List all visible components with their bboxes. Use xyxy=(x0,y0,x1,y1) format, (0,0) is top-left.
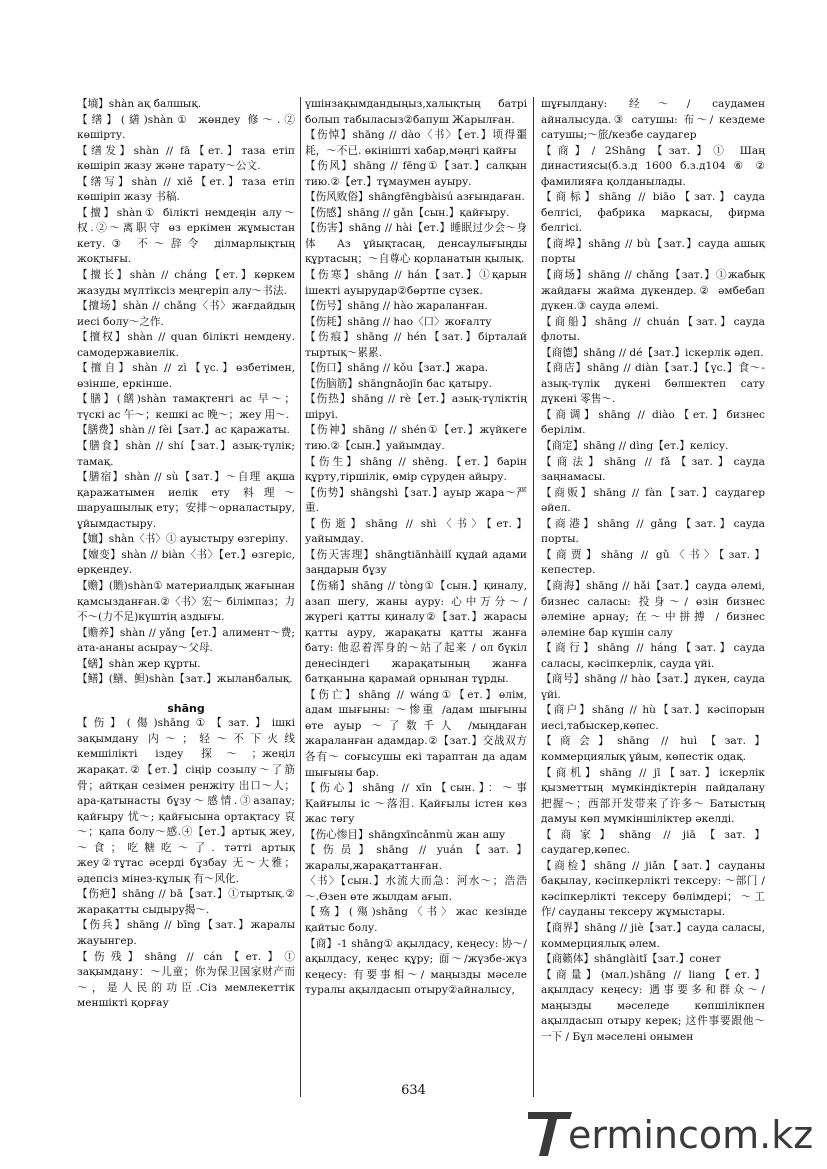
dictionary-entry: үшінзақымдандыңыз,халықтың батрі болып табыласыз②бапуш Жарылған. xyxy=(305,98,527,126)
dictionary-entry: 【商港】shāng // gǎng【зат.】сауда порты. xyxy=(541,517,765,546)
dictionary-column-2 xyxy=(305,97,527,1097)
dictionary-entry: 【商】-1 shāng① ақылдасу, кеңесу: 协～/ақылдасу, кеңес құру; 面～/жүзбе-жүз кеңесу: 有要事相～/ маңызды мәселе туралы ақылдасып отыру②айналысу, xyxy=(305,937,527,997)
dictionary-entry: 【膳】(饍)shàn тамақтенгі ас 早～；түскі ас 午～；кешкі ас 晚～；жеу 用～. xyxy=(77,393,295,421)
dictionary-entry: 【商机】shāng // jī【зат.】іскерлік қызметтың мүмкіндіктерін пайдалану 把握～；西部开发带来了许多～ Батыстың дамуы көп мүмкіншіліктер әкелді. xyxy=(541,766,765,826)
dictionary-entry: 【伤天害理】shāngtiānhàilǐ құдай адами заңдарын бұзу xyxy=(305,548,527,577)
dictionary-entry: 【伤害】shāng // hài【ет.】睡眠过少会～身体 Аз ұйықтасаң, денсаулығыңды құртасың；～自尊心 қорланатын қылық. xyxy=(305,222,527,266)
dictionary-entry: 【伤悼】shāng // dào〈书〉【ет.】顷得噩耗，～不已. өкінішті хабар,мәңгі қайғы xyxy=(305,129,527,157)
dictionary-entry: 【膳费】shàn // fèi【зат.】ас қаражаты. xyxy=(77,424,290,437)
page-number: 634 xyxy=(401,1083,426,1098)
dictionary-entry: 【伤口】shāng // kǒu【зат.】жара. xyxy=(305,362,489,375)
dictionary-entry: 【缮】(繕)shàn① жөндеу 修～.② көшірту. xyxy=(77,113,295,142)
dictionary-entry: 【墒】shàn ақ балшық. xyxy=(77,98,202,110)
dictionary-entry: 【鳝】(鱔、䱇)shàn【зат.】жыланбалық. xyxy=(77,673,293,686)
dictionary-entry: 【伤逝】shāng // shì〈书〉【ет.】уайымдау. xyxy=(305,517,527,546)
dictionary-entry: 【膳宿】shàn // sù【зат.】～自理 ақша қаражатымен иелік ету 料理～ шаруашылық ету；安排～орналастыру, ұйымдастыру. xyxy=(77,471,295,530)
termincom-logo xyxy=(528,1108,818,1160)
dictionary-entry: 【商户】shāng // hù【зат.】кәсіпорын иесі,табыскер,көпес. xyxy=(541,704,765,732)
dictionary-entry: 【伤感】shāng // gǎn【сын.】қайғыру. xyxy=(305,206,510,219)
dictionary-entry: 【商行】shāng // háng【зат.】сауда саласы, кәсіпкерлік, сауда үйі. xyxy=(541,642,765,670)
dictionary-entry: 【商量】(мал.)shāng // liang【ет.】ақылдасу кеңесу: 遇事要多和群众～/ маңызды мәселеде көпшілікпен ақылдасып отыру керек; 这件事要跟他～一下 / Бұл мәселені онымен xyxy=(541,968,765,1043)
dictionary-entry: 【缮写】shàn // xiě【ет.】таза етіп көшіріп жазу 书稿. xyxy=(77,175,295,204)
dictionary-entry: 【商埠】shāng // bù【зат.】сауда ашық порты xyxy=(541,237,765,266)
dictionary-entry: 【商标】shāng // biāo【зат.】сауда белгісі, фабрика маркасы, фирма белгісі. xyxy=(541,191,765,235)
column-divider-1 xyxy=(300,97,301,1097)
dictionary-entry: 【伤生】shāng // shēng.【ет.】барін құрту,тіршілік, өмір сүруден айыру. xyxy=(305,455,527,484)
dictionary-entry: 【伤疤】shāng // bā【зат.】①тыртық.② жарақатты сыдыру揭～. xyxy=(77,888,295,916)
dictionary-entry: 【伤热】shāng // rè【ет.】азық-түліктің шіруі. xyxy=(305,393,527,421)
dictionary-entry: 【伤残】shāng // cán【ет.】① зақымдану：～儿童；你为保卫国家财产而～，是人民的功臣.Сіз мемлекеттік меншікті қорғау xyxy=(77,950,295,1010)
svg-text:ermincom.kz: ermincom.kz xyxy=(568,1113,814,1157)
dictionary-entry: 【商定】shāng // dìng【ет.】келісу. xyxy=(541,440,729,453)
dictionary-entry: 【伤痛】shāng // tòng①【сын.】қиналу, азап шегу, жаны ауру: 心中万分～/ жүрегі қатты қиналу②【зат.】жарасы қатты ауру, жарақаты қатты жанға бату: 他忍着浑身的～站了起来 / ол бүкіл денесіндегі жарақатының жанға батқанына қарамай орнынан тұрды. xyxy=(305,579,527,686)
dictionary-entry: 【赡】(贍)shàn① материалдық жағынан қамсызданған.②〈书〉宏～ білімпаз；力不～(力不足)күштің аздығы. xyxy=(77,579,295,624)
dictionary-entry: 【伤痕】shāng // hén【зат.】бірталай тыртық～累累. xyxy=(305,331,527,359)
dictionary-entry: 【擅长】shàn // cháng【ет.】көркем жазуды мүлтіксіз меңгеріп алу～书法. xyxy=(77,269,295,297)
dictionary-entry: 【伤心】shāng // xīn【сын.】：～事 Қайғылы іс ～落泪. Қайғылы істен көз жас төгу xyxy=(305,782,527,826)
dictionary-entry: 【擅权】shàn // quan білікті немдену. самодержавиелік. xyxy=(77,331,295,359)
dictionary-entry: 【商贩】shāng // fàn【зат.】саудагер әйел. xyxy=(541,486,765,515)
dictionary-entry: 【伤风败俗】shāngfēngbàisú азғындаған. xyxy=(305,191,525,204)
column-divider-2 xyxy=(533,97,534,1097)
dictionary-entry: 【缮发】shàn // fā【ет.】таза етіп көшіріп жазу және тарату～公文. xyxy=(77,144,295,173)
dictionary-entry: 【商法】shāng // fǎ【зат.】сауда заңнамасы. xyxy=(541,455,765,484)
dictionary-entry: 〈书〉【сын.】水流大而急：河水～；浩浩～.Өзен өте жылдам ағып. xyxy=(305,875,527,903)
dictionary-entry: 【殇】(殤)shāng〈书〉жас кезінде қайтыс болу. xyxy=(305,906,527,934)
dictionary-entry: 【伤势】shāngshì【зат.】ауыр жара～严重. xyxy=(305,486,527,515)
dictionary-entry: шұғылдану: 经～/ саудамен айналысуда.③ сатушы: 布～/ кездеме сатушы;～旅/кезбе саудагер xyxy=(541,98,765,142)
dictionary-entry: 【嬗】shàn〈书〉① ауыстыру өзгеріпу. xyxy=(77,533,289,546)
dictionary-entry: 【擅】shàn① білікті немдеңін алу～权.②～离职守 өз еркімен жұмыстан кету.③ 不～辞令 ділмарлықтың жоқтығы. xyxy=(77,206,295,266)
dictionary-entry: 【商贾】shāng // gǔ〈书〉【зат.】кепестер. xyxy=(541,548,765,577)
dictionary-entry: 【膳食】shàn // shí【зат.】азық-түлік; тамақ. xyxy=(77,440,295,468)
dictionary-entry: 【赡养】shàn // yǎng【ет.】алимент～费; ата-ананы асырау～父母. xyxy=(77,626,295,655)
dictionary-column-1 xyxy=(77,97,295,1097)
dictionary-entry: 【商界】shāng // jiè【зат.】сауда саласы, коммерциялық әлем. xyxy=(541,921,765,950)
dictionary-entry: 【伤兵】shāng // bīng【зат.】жаралы жауынгер. xyxy=(77,919,295,947)
dictionary-entry: 【商家】shāng // jiā【зат.】саудагер,көпес. xyxy=(541,828,765,857)
dictionary-entry: 【伤神】shāng // shén①【ет.】жүйкеге тию.②【сын.】уайымдау. xyxy=(305,424,527,453)
dictionary-entry: 【商会】shāng // huì【зат.】коммерциялық ұйым, көпестік одақ. xyxy=(541,735,765,763)
dictionary-entry: 【伤】(傷)shāng①【зат.】ішкі зақымдану 内～；轻～不下火线 кемшілікті іздеу 探～；жеңіл жарақат.②【ет.】сіңір созылу～了筋骨；айтқан сезімен ренжіту 出口～人；ара-қатынасты бұзу～感情.③азапау; қайғыру 忧～; қайғысына ортақтасу 哀～；қапа болу～感.④【ет.】артық жеу,～食；吃糖吃～了. тәтті артық жеу②тұтас әсерді бұзбау 无～大雅；әдепсіз мінез-құлық 有～风化. xyxy=(77,717,295,885)
dictionary-entry: 【伤耗】shāng // hao〈口〉жоғалту xyxy=(305,315,492,328)
dictionary-entry: 【擅场】shàn // chǎng〈书〉жағдайдың иесі болу～之作. xyxy=(77,300,295,328)
termincom-logo-mark xyxy=(528,1108,818,1160)
dictionary-entry: 【商调】shāng // diào【ет.】бизнес берілім. xyxy=(541,408,765,437)
dictionary-entry: 【伤亡】shāng // wáng①【ет.】өлім, адам шығыны: ～惨重 /адам шығыны өте ауыр ～了数千人 /мыңдаған жараланған адамдар.②【зат.】交战双方各有～ соғысушы екі тараптан да адам шығыны бар. xyxy=(305,688,527,779)
dictionary-entry: 【伤心惨目】shāngxīncǎnmù жан ашу xyxy=(305,828,506,841)
dictionary-entry: 【伤脑筋】shāngnǎojīn бас қатыру. xyxy=(305,377,492,390)
dictionary-entry: 【商船】shāng // chuán【зат.】сауда флоты. xyxy=(541,315,765,344)
dictionary-entry: 【伤寒】shāng // hán【зат.】①қарын ішекті ауырудар②бөртпе сүзек. xyxy=(305,269,527,297)
dictionary-entry: 【嬗变】shàn // biàn〈书〉【ет.】өзгеріс, өрқендеу. xyxy=(77,548,295,577)
dictionary-entry: 【商德】shāng // dé【зат.】іскерлік әдеп. xyxy=(541,346,764,359)
dictionary-entry: 【商检】shāng // jiǎn【зат.】сауданы бақылау, кәсіпкерлікті тексеру: ～部门 /кәсіпкерлікті тексеру бөлімдері；～工作/ сауданы тексеру жұмыстары. xyxy=(541,859,765,919)
dictionary-entry: 【伤号】shāng // hào жараланған. xyxy=(305,300,488,313)
dictionary-entry: 【商】/ 2Shāng【зат.】① Шаң династиясы(б.з.д 1600 б.з.д104 ⑥ ② фамилияға қолданылады. xyxy=(541,144,765,188)
dictionary-entry: 【伤风】shāng // fēng①【зат.】салқын тию.②【ет.】тұмаумен ауыру. xyxy=(305,160,527,188)
section-heading: shāng xyxy=(167,701,205,715)
dictionary-entry: 【蟮】shàn жер құрты. xyxy=(77,657,201,670)
dictionary-entry: 【商店】shāng // diàn【зат.】【үс.】食～-азық-түлік дүкені бөлшектеп сату дүкені 零售～. xyxy=(541,362,765,406)
dictionary-column-3 xyxy=(541,97,765,1097)
dictionary-entry: 【擅自】shàn // zì【үс.】өзбетімен, өзінше, еркінше. xyxy=(77,362,295,390)
dictionary-entry: 【伤员】shāng // yuán【зат.】жаралы,жарақаттанған. xyxy=(305,844,527,872)
dictionary-entry: 【商号】shāng // hào【зат.】дүкен, сауда үйі. xyxy=(541,673,765,701)
dictionary-entry: 【商场】shāng // chǎng【зат.】①жабық жайдағы жайма дүкендер.② әмбебап дүкен.③ сауда әлемі. xyxy=(541,269,765,313)
dictionary-entry: 【商籁体】shānglàitǐ【зат.】сонет xyxy=(541,953,721,966)
dictionary-entry: 【商海】shāng // hǎi【зат.】сауда әлемі, бизнес саласы: 投身～/ өзін бизнес әлеміне арнау; 在～中拼搏 / бизнес әлеміне бар күшін салу xyxy=(541,579,765,639)
